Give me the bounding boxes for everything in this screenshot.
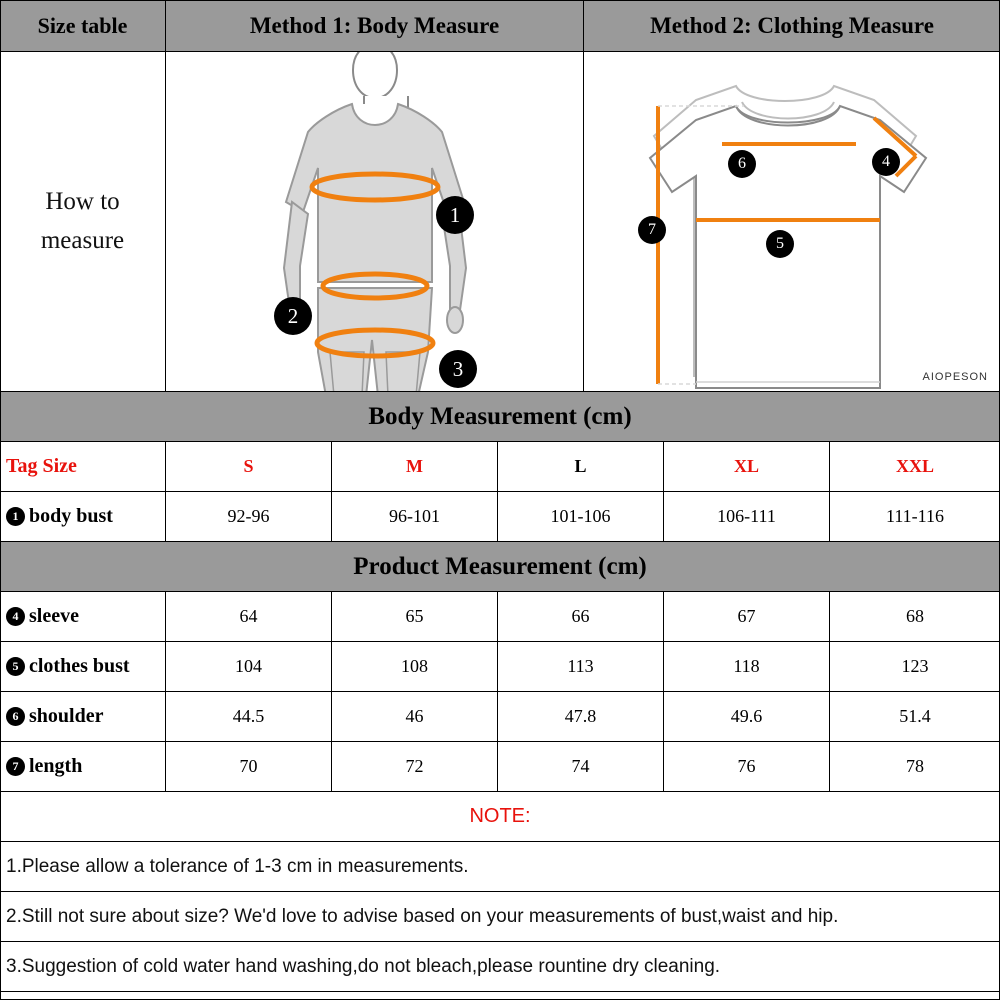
marker-5: 5 (766, 230, 794, 258)
header-method-1: Method 1: Body Measure (166, 0, 584, 52)
row-label-text: clothes bust (29, 655, 130, 677)
body-bust-xxl: 111-116 (830, 492, 1000, 542)
size-col-m: M (332, 442, 498, 492)
note-title: NOTE: (0, 792, 1000, 842)
body-bust-s: 92-96 (166, 492, 332, 542)
table-row-length (0, 742, 1000, 792)
marker-7: 7 (638, 216, 666, 244)
size-col-xl: XL (664, 442, 830, 492)
clothes-bust-m: 108 (332, 642, 498, 692)
brand-label: AIOPESON (922, 371, 988, 383)
clothes-bust-l: 113 (498, 642, 664, 692)
size-col-xxl: XXL (830, 442, 1000, 492)
how-to-measure-label (0, 52, 166, 392)
shoulder-s: 44.5 (166, 692, 332, 742)
clothing-measure-illustration (584, 52, 1000, 392)
row-marker-icon: 1 (6, 507, 25, 526)
row-label-text: sleeve (29, 605, 79, 627)
clothes-bust-xl: 118 (664, 642, 830, 692)
shoulder-xl: 49.6 (664, 692, 830, 742)
table-row-clothes-bust (0, 642, 1000, 692)
sleeve-xxl: 68 (830, 592, 1000, 642)
length-xl: 76 (664, 742, 830, 792)
header-method-2: Method 2: Clothing Measure (584, 0, 1000, 52)
row-marker-icon: 6 (6, 707, 25, 726)
row-marker-icon: 7 (6, 757, 25, 776)
sleeve-xl: 67 (664, 592, 830, 642)
marker-3: 3 (439, 350, 477, 388)
table-row-sleeve (0, 592, 1000, 642)
row-label-body-bust (0, 492, 166, 542)
clothes-bust-s: 104 (166, 642, 332, 692)
length-xxl: 78 (830, 742, 1000, 792)
shoulder-xxl: 51.4 (830, 692, 1000, 742)
row-label-sleeve (0, 592, 166, 642)
body-bust-l: 101-106 (498, 492, 664, 542)
note-line-2: 2.Still not sure about size? We'd love to advise based on your measurements of bust,waist and hip. (0, 892, 1000, 942)
illustration-row (0, 52, 1000, 392)
body-bust-m: 96-101 (332, 492, 498, 542)
row-marker-icon: 5 (6, 657, 25, 676)
product-measurement-title: Product Measurement (cm) (0, 542, 1000, 592)
note-line-1: 1.Please allow a tolerance of 1-3 cm in measurements. (0, 842, 1000, 892)
body-bust-xl: 106-111 (664, 492, 830, 542)
row-marker-icon: 4 (6, 607, 25, 626)
body-measurement-title: Body Measurement (cm) (0, 392, 1000, 442)
tag-size-label: Tag Size (0, 442, 166, 492)
marker-1: 1 (436, 196, 474, 234)
shoulder-m: 46 (332, 692, 498, 742)
table-row-shoulder (0, 692, 1000, 742)
length-m: 72 (332, 742, 498, 792)
size-col-s: S (166, 442, 332, 492)
sleeve-s: 64 (166, 592, 332, 642)
how-to-measure-line2: measure (40, 226, 125, 254)
table-row-body-bust (0, 492, 1000, 542)
row-label-clothes-bust (0, 642, 166, 692)
header-size-table: Size table (0, 0, 166, 52)
chart-header-row (0, 0, 1000, 52)
size-header-row (0, 442, 1000, 492)
size-col-l: L (498, 442, 664, 492)
row-label-length (0, 742, 166, 792)
row-label-text: shoulder (29, 705, 104, 727)
body-figure-svg (166, 52, 584, 391)
note-line-3: 3.Suggestion of cold water hand washing,do not bleach,please rountine dry cleaning. (0, 942, 1000, 992)
marker-2: 2 (274, 297, 312, 335)
how-to-measure-line1: How to (45, 187, 120, 215)
marker-6: 6 (728, 150, 756, 178)
length-s: 70 (166, 742, 332, 792)
row-label-text: body bust (29, 505, 113, 527)
clothes-bust-xxl: 123 (830, 642, 1000, 692)
body-measure-illustration (166, 52, 584, 392)
sleeve-m: 65 (332, 592, 498, 642)
marker-4: 4 (872, 148, 900, 176)
length-l: 74 (498, 742, 664, 792)
row-label-text: length (29, 755, 83, 777)
sleeve-l: 66 (498, 592, 664, 642)
shoulder-l: 47.8 (498, 692, 664, 742)
row-label-shoulder (0, 692, 166, 742)
